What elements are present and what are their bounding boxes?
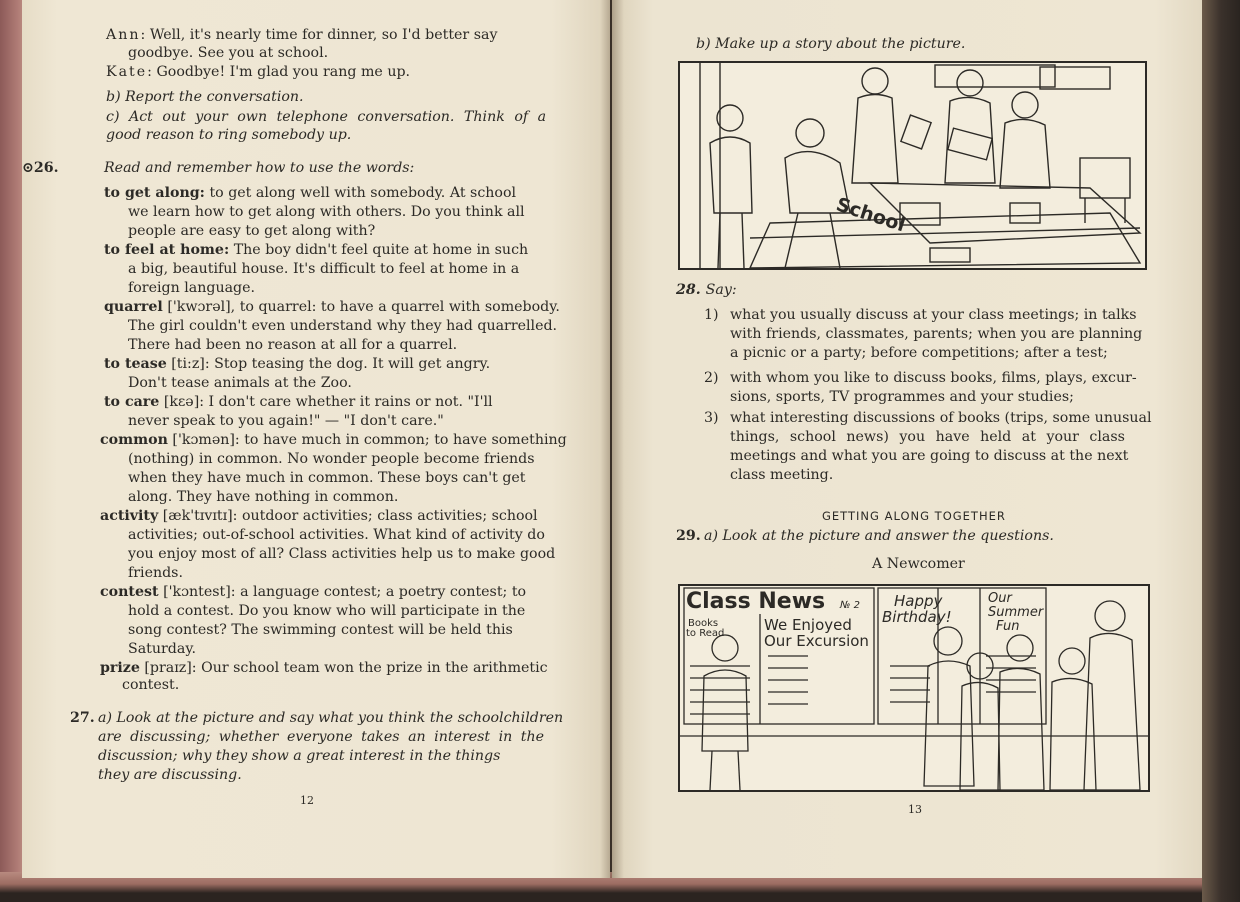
vocab-entry-line: when they have much in common. These boys can't get: [128, 470, 526, 486]
summer-line1: Our: [988, 591, 1012, 606]
birthday-line1: Happy: [894, 592, 943, 610]
left-page: [22, 0, 610, 878]
vocab-entry-line: Saturday.: [128, 641, 196, 657]
vocab-entry-line: The girl couldn't even understand why they had quarrelled.: [128, 318, 558, 334]
summer-line2: Summer: [988, 605, 1044, 620]
dialogue-line-ann-cont: goodbye. See you at school.: [128, 45, 329, 61]
page-number-left: 12: [300, 794, 314, 807]
vocab-entry-line: friends.: [128, 565, 183, 581]
task-c-line2: good reason to ring somebody up.: [106, 127, 352, 143]
class-news-issue: № 2: [840, 600, 860, 611]
vocab-entry-line: foreign language.: [128, 280, 256, 296]
exercise-27-number: 27.: [70, 710, 95, 726]
exercise-29-number: 29.: [676, 528, 701, 544]
vocab-entry-quarrel: quarrel ['kwɔrəl], to quarrel: to have a quarrel with somebody.: [104, 299, 560, 315]
exercise-27-line: they are discussing.: [98, 767, 242, 783]
vocab-entry-tease: to tease [ti:z]: Stop teasing the dog. It will get angry.: [104, 356, 491, 372]
newcomer-scene-drawing: [680, 586, 1148, 790]
story-title: A Newcomer: [872, 556, 965, 572]
vocab-entry-line: activities; out-of-school activities. What kind of activity do: [128, 527, 545, 543]
vocab-entry-line: you enjoy most of all? Class activities help us to make good: [128, 546, 556, 562]
birthday-line2: Birthday!: [882, 608, 952, 626]
exercise-27-line: are discussing; whether everyone takes an interest in the: [98, 729, 545, 745]
books-label-line1: Books: [688, 618, 719, 629]
task-c-line1: c) Act out your own telephone conversation. Think of a: [106, 109, 547, 125]
exercise-28-item-line: meetings and what you are going to discuss at the next: [730, 448, 1129, 464]
vocab-entry-line: hold a contest. Do you know who will participate in the: [128, 603, 526, 619]
excursion-line2: Our Excursion: [764, 632, 869, 650]
vocab-entry-contest: contest ['kɔntest]: a language contest; a poetry contest; to: [100, 584, 527, 600]
vocab-entry-common: common ['kɔmən]: to have much in common; to have something: [100, 432, 567, 448]
page-number-right: 13: [908, 803, 922, 816]
classroom-discussion-illustration: [678, 61, 1147, 270]
exercise-28-item-3-num: 3): [704, 410, 719, 426]
dialogue-line-ann: Ann: Well, it's nearly time for dinner, so I'd better say: [106, 27, 498, 43]
exercise-28-item-2-num: 2): [704, 370, 719, 386]
excursion-line1: We Enjoyed: [764, 616, 852, 634]
summer-line3: Fun: [996, 619, 1020, 634]
exercise-28-item-line: class meeting.: [730, 467, 834, 483]
school-poster-text: School: [833, 193, 908, 237]
exercise-28-item-line: what interesting discussions of books (trips, some unusual: [730, 410, 1152, 426]
class-news-heading: Class News: [686, 589, 826, 614]
exercise-29-instruction: a) Look at the picture and answer the questions.: [704, 528, 1054, 544]
task-b-story: b) Make up a story about the picture.: [696, 36, 966, 52]
exercise-28-item-line: with friends, classmates, parents; when you are planning: [730, 326, 1143, 342]
vocab-entry-activity: activity [æk'tɪvɪtɪ]: outdoor activities; class activities; school: [100, 508, 538, 524]
vocab-entry-line: Don't tease animals at the Zoo.: [128, 375, 352, 391]
exercise-26-instruction: Read and remember how to use the words:: [104, 160, 415, 176]
section-title: GETTING ALONG TOGETHER: [822, 509, 1006, 523]
vocab-entry-get-along: to get along: to get along well with somebody. At school: [104, 185, 517, 201]
task-b-report: b) Report the conversation.: [106, 89, 304, 105]
exercise-27-line: a) Look at the picture and say what you think the schoolchildren: [98, 710, 564, 726]
exercise-28-item-line: with whom you like to discuss books, films, plays, excur-: [730, 370, 1137, 386]
right-page: [612, 0, 1202, 878]
vocab-entry-line: never speak to you again!" — "I don't care.": [128, 413, 444, 429]
exercise-26-number: ⊙26.: [22, 160, 59, 176]
dialogue-line-kate: Kate: Goodbye! I'm glad you rang me up.: [106, 64, 411, 80]
exercise-28-number: 28. Say:: [676, 282, 737, 298]
vocab-entry-line: we learn how to get along with others. Do you think all: [128, 204, 525, 220]
classroom-scene-drawing: [680, 63, 1145, 268]
vocab-entry-care: to care [kɛə]: I don't care whether it rains or not. "I'll: [104, 394, 493, 410]
vocab-entry-prize: prize [praɪz]: Our school team won the prize in the arithmetic: [100, 660, 548, 676]
vocab-entry-feel-at-home: to feel at home: The boy didn't feel quite at home in such: [104, 242, 529, 258]
vocab-entry-line: (nothing) in common. No wonder people become friends: [128, 451, 535, 467]
vocab-entry-line: a big, beautiful house. It's difficult to feel at home in a: [128, 261, 520, 277]
vocab-entry-line: song contest? The swimming contest will be held this: [128, 622, 513, 638]
newcomer-illustration: [678, 584, 1150, 792]
vocab-entry-line: contest.: [122, 677, 180, 693]
vocab-entry-line: There had been no reason at all for a quarrel.: [128, 337, 458, 353]
exercise-28-item-line: things, school news) you have held at your class: [730, 429, 1125, 445]
exercise-28-item-line: a picnic or a party; before competitions; after a test;: [730, 345, 1108, 361]
exercise-28-item-line: sions, sports, TV programmes and your studies;: [730, 389, 1074, 405]
exercise-28-item-1-num: 1): [704, 307, 719, 323]
exercise-28-item-line: what you usually discuss at your class meetings; in talks: [730, 307, 1137, 323]
vocab-entry-line: people are easy to get along with?: [128, 223, 376, 239]
books-label-line2: to Read: [686, 628, 725, 639]
book-spine: [600, 0, 624, 878]
vocab-entry-line: along. They have nothing in common.: [128, 489, 399, 505]
exercise-27-line: discussion; why they show a great interest in the things: [98, 748, 501, 764]
background-right: [1202, 0, 1240, 902]
